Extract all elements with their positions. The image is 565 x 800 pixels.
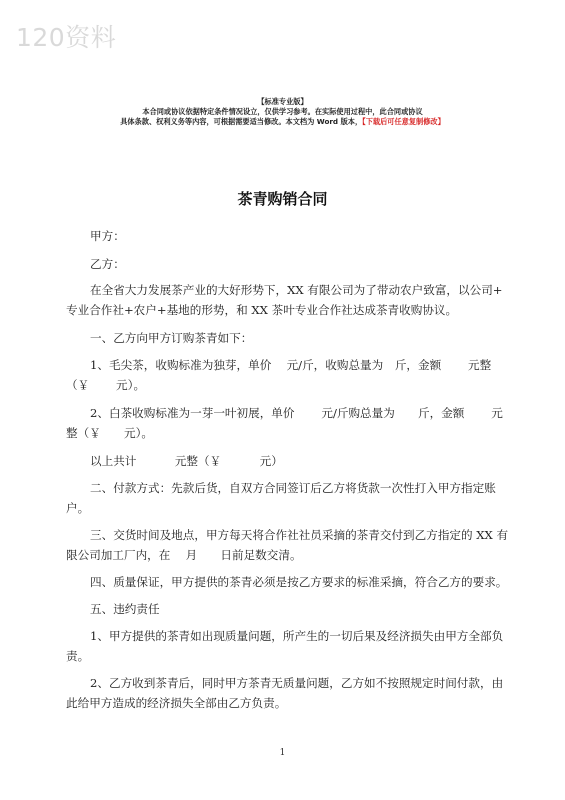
party-b-line: 乙方： <box>90 257 125 271</box>
item-1-line-2: （￥ 元）。 <box>66 378 146 392</box>
party-a-line: 甲方： <box>90 229 125 243</box>
breach-1-line-1: 1、甲方提供的茶青如出现质量问题，所产生的一切后果及经济损失由甲方全部负 <box>90 629 504 643</box>
section-4-line: 四、质量保证，甲方提供的茶青必须是按乙方要求的标准采摘，符合乙方的要求。 <box>90 575 508 589</box>
notice-line-3-text: 具体条款、权利义务等内容，可根据需要适当修改。本文档为 Word 版本， <box>120 117 363 126</box>
intro-line-2: 专业合作社+农户+基地的形势，和 XX 茶叶专业合作社达成茶青收购协议。 <box>66 303 458 317</box>
total-line: 以上共计 元整（￥ 元） <box>90 454 283 468</box>
section-5-heading: 五、违约责任 <box>90 602 160 616</box>
notice-download-highlight: 【下载后可任意复制修改】 <box>362 117 445 126</box>
section-2-line-2: 户。 <box>66 501 90 515</box>
intro-line-1: 在全省大力发展茶产业的大好形势下，XX 有限公司为了带动农户致富，以公司+ <box>90 283 503 297</box>
document-title: 茶青购销合同 <box>237 190 328 208</box>
section-1-heading: 一、乙方向甲方订购茶青如下： <box>90 331 253 345</box>
notice-line-3 <box>0 117 565 127</box>
breach-1-line-2: 责。 <box>66 649 90 663</box>
item-1-line-1: 1、毛尖茶，收购标准为独芽，单价 元/斤，收购总量为 斤，金额 元整 <box>90 358 492 372</box>
document-notice <box>0 97 565 127</box>
section-3-line-2: 限公司加工厂内，在 月 日前足数交清。 <box>66 548 302 562</box>
breach-2-line-2: 此给甲方造成的经济损失全部由乙方负责。 <box>66 696 287 710</box>
breach-2-line-1: 2、乙方收到茶青后，同时甲方茶青无质量问题，乙方如不按照规定时间付款，由 <box>90 676 504 690</box>
notice-line-1: 【标准专业版】 <box>257 97 308 106</box>
section-2-line-1: 二、付款方式：先款后货，自双方合同签订后乙方将货款一次性打入甲方指定账 <box>90 481 496 495</box>
page-number: 1 <box>279 748 286 758</box>
item-2-line-1: 2、白茶收购标准为一芽一叶初展，单价 元/斤购总量为 斤，金额 元 <box>90 406 503 420</box>
item-2-line-2: 整（￥ 元）。 <box>66 426 153 440</box>
watermark: 120资料 <box>16 23 117 52</box>
section-3-line-1: 三、交货时间及地点，甲方每天将合作社社员采摘的茶青交付到乙方指定的 XX 有 <box>90 528 509 542</box>
notice-line-2: 本合同或协议依据特定条件情况设立，仅供学习参考。在实际使用过程中，此合同或协议 <box>142 107 423 116</box>
